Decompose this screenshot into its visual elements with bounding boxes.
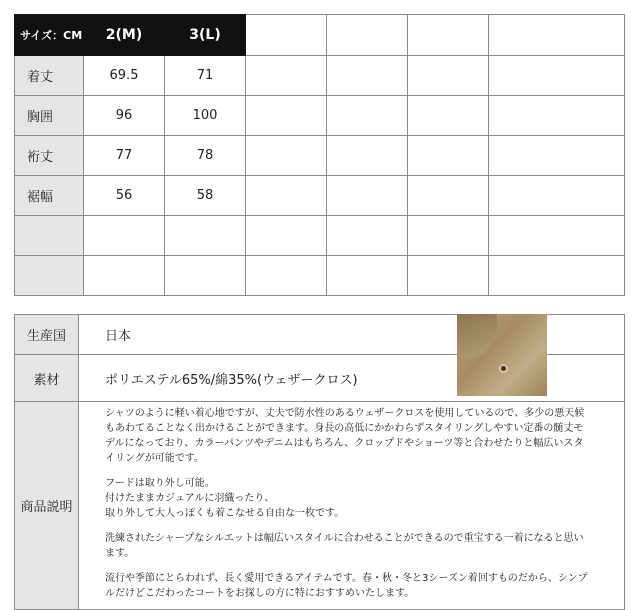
size-row-label: 裾幅 — [15, 176, 84, 216]
empty-cell — [327, 15, 408, 56]
empty-cell — [327, 96, 408, 136]
empty-cell — [246, 256, 327, 296]
empty-cell — [246, 216, 327, 256]
size-value: 58 — [165, 176, 246, 216]
empty-cell — [408, 56, 489, 96]
description-label: 商品説明 — [15, 402, 79, 610]
empty-cell — [489, 136, 625, 176]
description-row — [15, 402, 625, 610]
size-row — [15, 176, 625, 216]
empty-cell — [246, 176, 327, 216]
empty-cell — [408, 136, 489, 176]
empty-cell — [489, 15, 625, 56]
origin-value: 日本 — [105, 329, 132, 344]
origin-value-cell — [79, 315, 625, 355]
empty-cell — [408, 176, 489, 216]
size-row — [15, 136, 625, 176]
description-paragraph: 流行や季節にとらわれず、長く愛用できるアイテムです。春・秋・冬と3シーズン着回すものだから、シンプ ルだけどこだわったコートをお探しの方に特におすすめいたします。 — [105, 573, 588, 599]
empty-cell — [246, 96, 327, 136]
size-row-label — [15, 256, 84, 296]
material-row — [15, 355, 625, 402]
size-value: 96 — [84, 96, 165, 136]
empty-cell — [489, 56, 625, 96]
size-header-l: 3(L) — [165, 15, 246, 56]
empty-cell — [327, 176, 408, 216]
size-value: 69.5 — [84, 56, 165, 96]
empty-cell — [327, 56, 408, 96]
size-row-label — [15, 216, 84, 256]
size-value: 77 — [84, 136, 165, 176]
description-paragraph: 洗練されたシャープなシルエットは幅広いスタイルに合わせることができるので重宝する一着になると思い ます。 — [105, 533, 584, 559]
size-header-row — [15, 15, 625, 56]
description-paragraph: シャツのように軽い着心地ですが、丈夫で防水性のあるウェザークロスを使用しているので、多少の悪天候 もあわてることなく出かけることができます。身長の高低にかかわらずスタイリングしやすい定番の髄丈モ デルになっており、カラーパンツやデニムはもちろん、クロップドやショーツ等と合わせたりと幅広いスタ イリングが可能です。 — [105, 408, 585, 464]
size-value — [84, 256, 165, 296]
size-row-label: 着丈 — [15, 56, 84, 96]
origin-row — [15, 315, 625, 355]
size-value — [84, 216, 165, 256]
size-value: 78 — [165, 136, 246, 176]
material-label: 素材 — [15, 355, 79, 402]
size-header-m: 2(M) — [84, 15, 165, 56]
empty-cell — [246, 136, 327, 176]
empty-cell — [489, 216, 625, 256]
size-corner-label: サイズ：CM — [15, 15, 84, 56]
empty-cell — [246, 15, 327, 56]
product-info-table — [14, 314, 625, 610]
fabric-fold — [457, 314, 497, 358]
size-row — [15, 216, 625, 256]
size-value: 56 — [84, 176, 165, 216]
empty-cell — [408, 96, 489, 136]
material-value: ポリエステル65%/綿35%(ウェザークロス) — [79, 355, 625, 402]
description-text — [79, 402, 625, 610]
empty-cell — [489, 176, 625, 216]
size-value — [165, 256, 246, 296]
empty-cell — [408, 216, 489, 256]
empty-cell — [327, 216, 408, 256]
empty-cell — [408, 15, 489, 56]
size-row — [15, 96, 625, 136]
size-row — [15, 256, 625, 296]
empty-cell — [246, 56, 327, 96]
size-value: 100 — [165, 96, 246, 136]
description-paragraph: フードは取り外し可能。 付けたままカジュアルに羽織ったり、 取り外して大人っぽくも着こなせる自由な一枚です。 — [105, 478, 345, 519]
empty-cell — [489, 96, 625, 136]
empty-cell — [408, 256, 489, 296]
size-table — [14, 14, 625, 296]
size-row-label: 裄丈 — [15, 136, 84, 176]
size-row — [15, 56, 625, 96]
size-row-label: 胸囲 — [15, 96, 84, 136]
size-value: 71 — [165, 56, 246, 96]
empty-cell — [327, 136, 408, 176]
origin-label: 生産国 — [15, 315, 79, 355]
size-value — [165, 216, 246, 256]
empty-cell — [327, 256, 408, 296]
empty-cell — [489, 256, 625, 296]
